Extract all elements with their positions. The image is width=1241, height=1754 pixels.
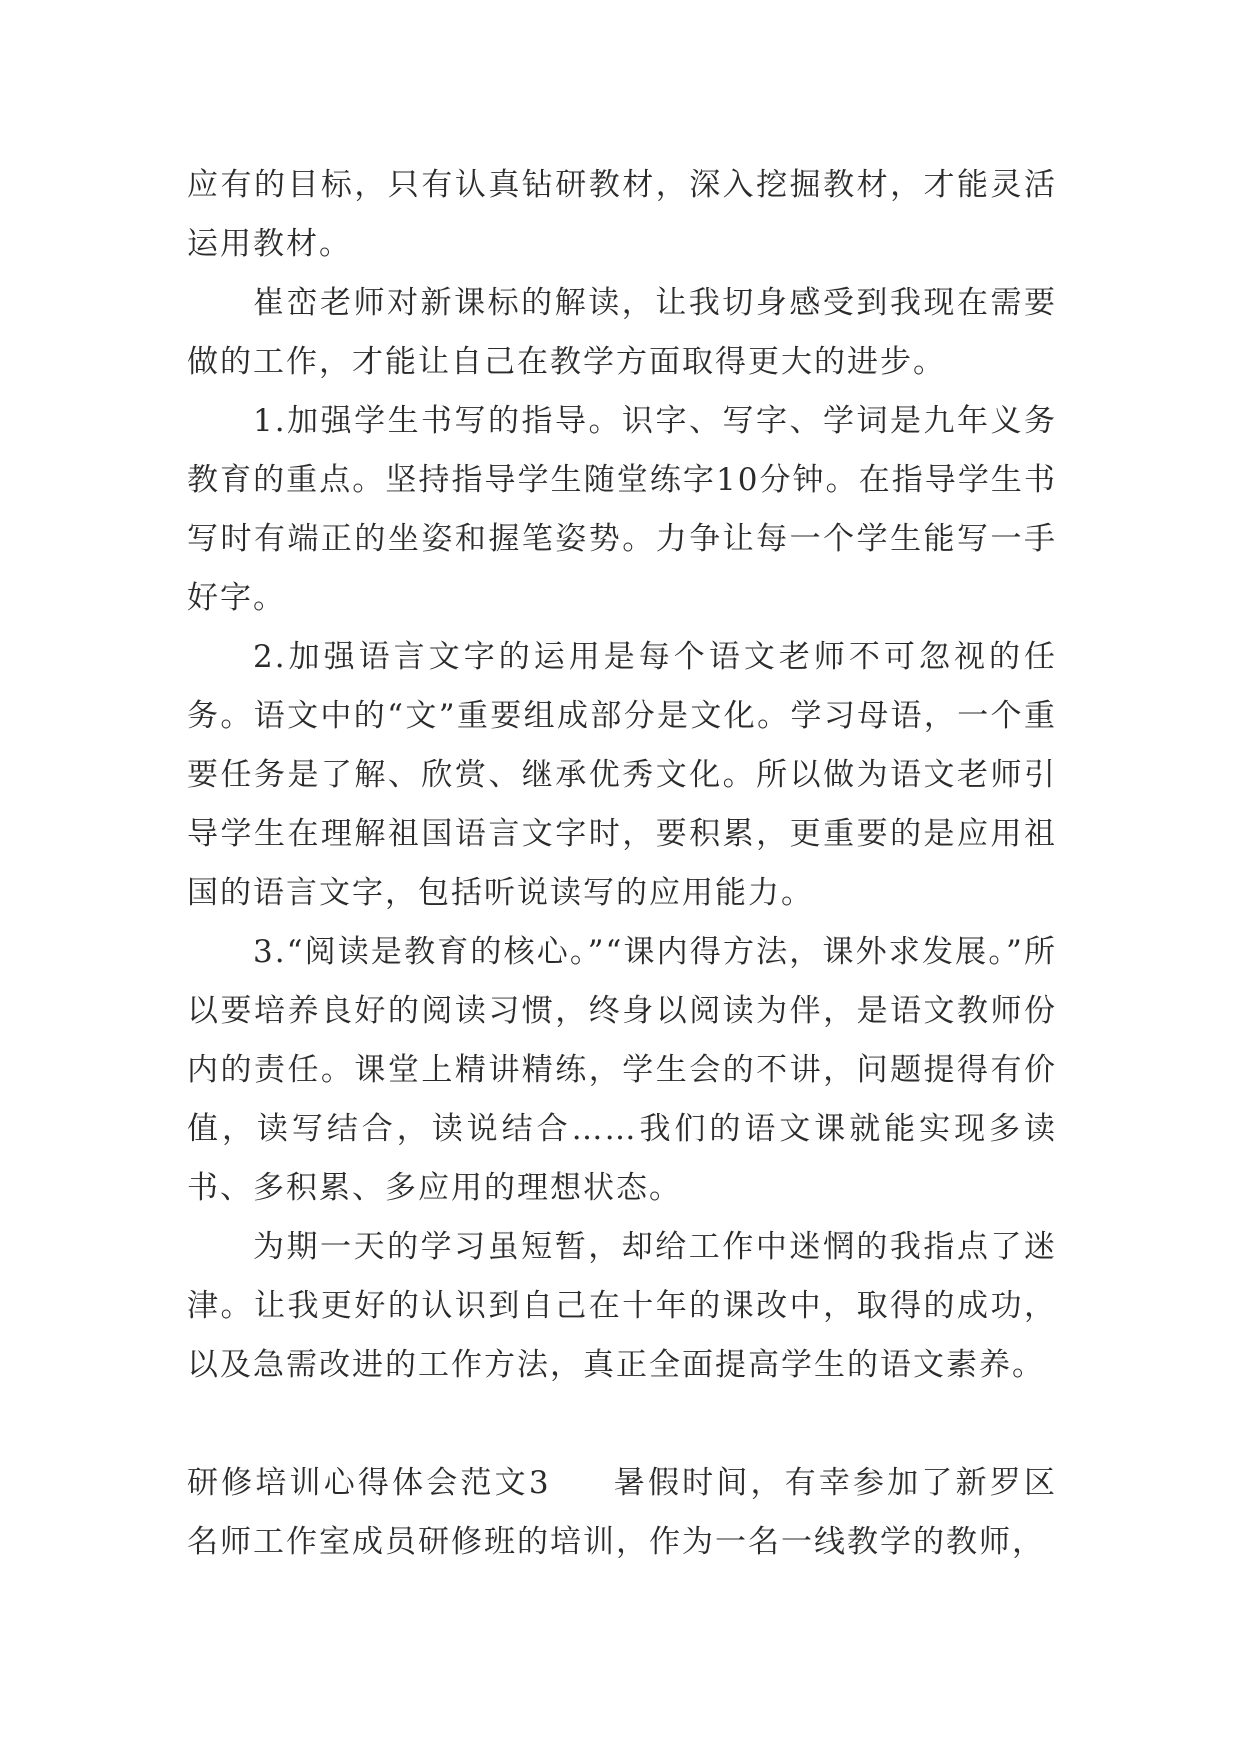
paragraph-point-1: 1.加强学生书写的指导。识字、写字、学词是九年义务教育的重点。坚持指导学生随堂练字10分钟。在指导学生书写时有端正的坐姿和握笔姿势。力争让每一个学生能写一手好字。 — [187, 403, 1057, 616]
paragraph-conclusion: 为期一天的学习虽短暂，却给工作中迷惘的我指点了迷津。让我更好的认识到自己在十年的课改中，取得的成功，以及急需改进的工作方法，真正全面提高学生的语文素养。 — [187, 1229, 1057, 1383]
section-3-block — [187, 1454, 1057, 1572]
document-body — [187, 156, 1057, 1572]
section-3-title: 研修培训心得体会范文3 — [187, 1465, 551, 1501]
paragraph-point-2: 2.加强语言文字的运用是每个语文老师不可忽视的任务。语文中的“文”重要组成部分是文化。学习母语，一个重要任务是了解、欣赏、继承优秀文化。所以做为语文老师引导学生在理解祖国语言文字时，要积累，更重要的是应用祖国的语言文字，包括听说读写的应用能力。 — [187, 639, 1057, 911]
paragraph-point-3: 3.“阅读是教育的核心。”“课内得方法，课外求发展。”所以要培养良好的阅读习惯，终身以阅读为伴，是语文教师份内的责任。课堂上精讲精练，学生会的不讲，问题提得有价值，读写结合，读说结合……我们的语文课就能实现多读书、多积累、多应用的理想状态。 — [187, 934, 1057, 1206]
section-3-lead-text: 暑假时间，有幸参加了新罗区名师工作室成员研修班的培训，作为一名一线教学的教师， — [187, 1465, 1057, 1560]
paragraph-curriculum-reading: 崔峦老师对新课标的解读，让我切身感受到我现在需要做的工作，才能让自己在教学方面取得更大的进步。 — [187, 285, 1057, 380]
section-spacer — [187, 1395, 1057, 1454]
paragraph-continuation: 应有的目标，只有认真钻研教材，深入挖掘教材，才能灵活运用教材。 — [187, 167, 1057, 262]
